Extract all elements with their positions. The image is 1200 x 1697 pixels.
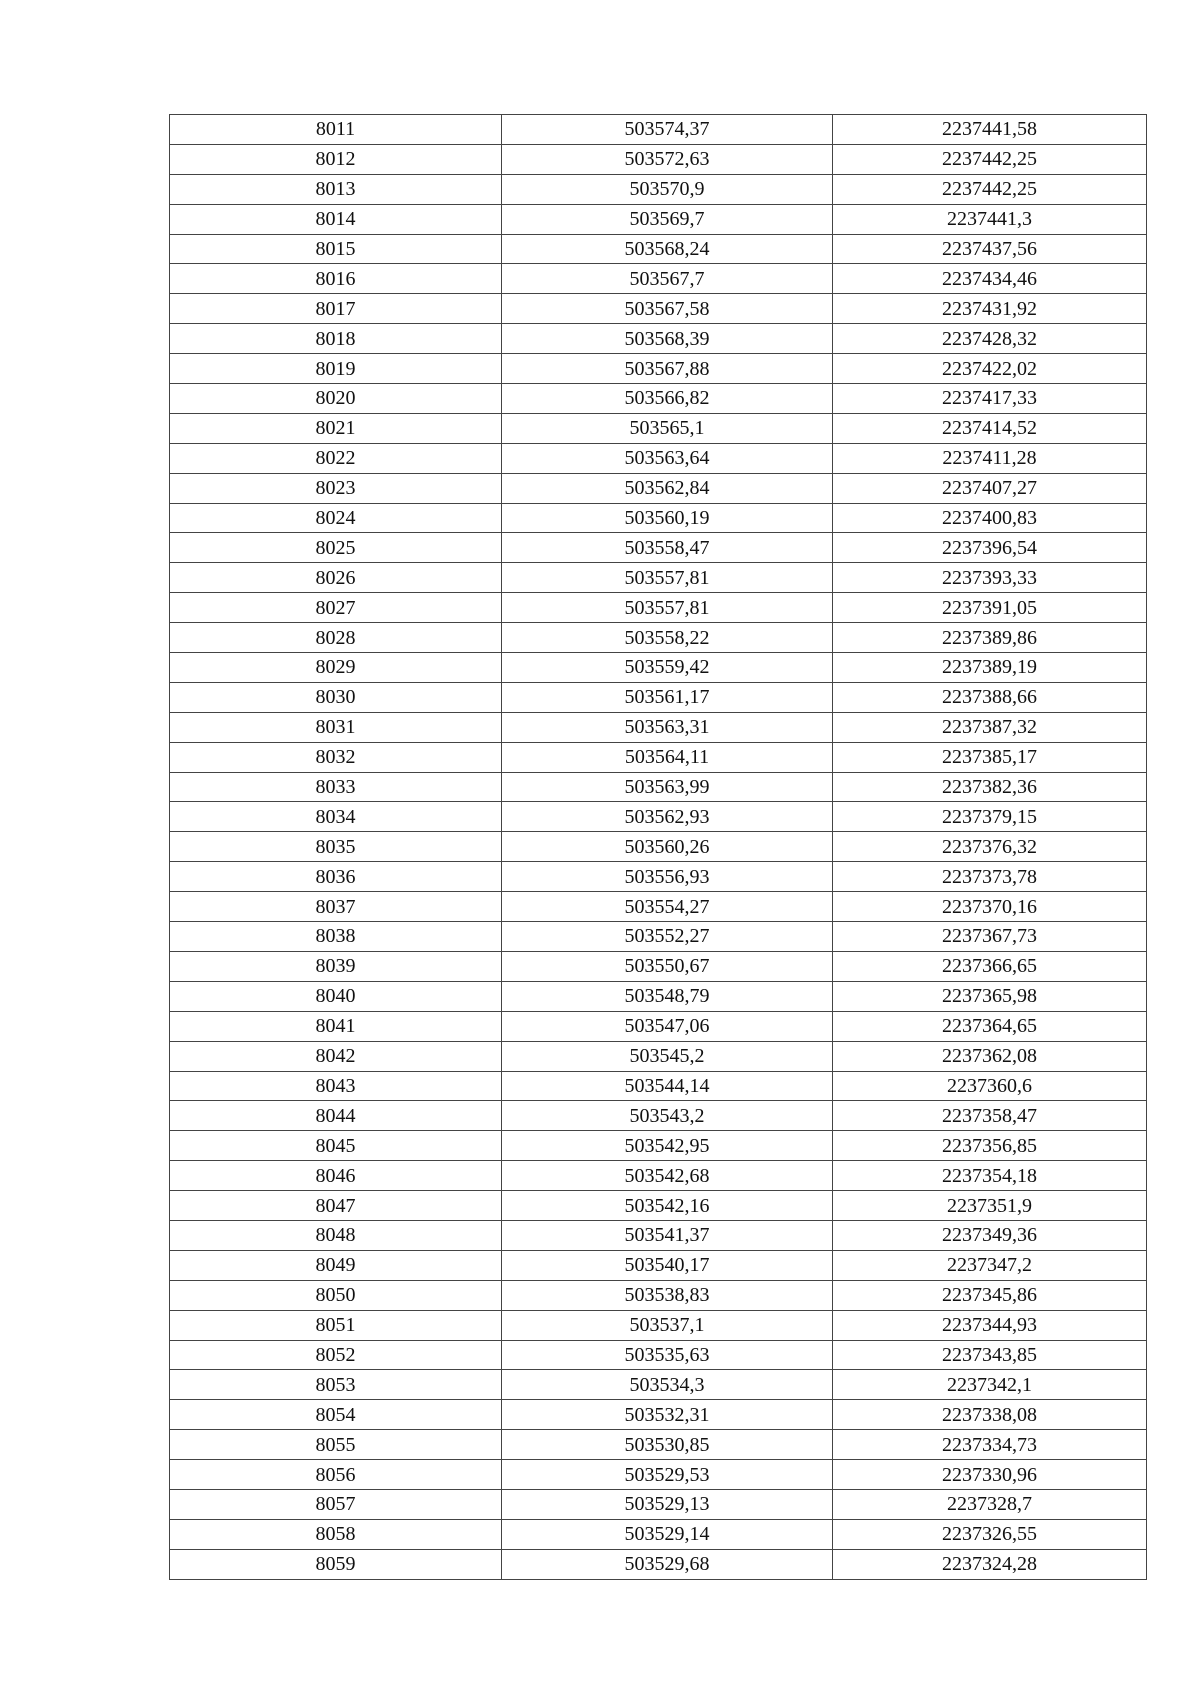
table-row — [170, 563, 1147, 593]
point-number-cell: 8023 — [170, 473, 502, 503]
table-row — [170, 1131, 1147, 1161]
x-coordinate-cell: 503561,17 — [502, 682, 833, 712]
x-coordinate-cell: 503541,37 — [502, 1220, 833, 1250]
x-coordinate-cell: 503537,1 — [502, 1310, 833, 1340]
point-number-cell: 8051 — [170, 1310, 502, 1340]
table-row — [170, 1489, 1147, 1519]
point-number-cell: 8018 — [170, 324, 502, 354]
x-coordinate-cell: 503563,64 — [502, 443, 833, 473]
table-row — [170, 1011, 1147, 1041]
x-coordinate-cell: 503535,63 — [502, 1340, 833, 1370]
table-row — [170, 832, 1147, 862]
y-coordinate-cell: 2237342,1 — [833, 1370, 1147, 1400]
x-coordinate-cell: 503534,3 — [502, 1370, 833, 1400]
table-row — [170, 922, 1147, 952]
point-number-cell: 8016 — [170, 264, 502, 294]
x-coordinate-cell: 503566,82 — [502, 384, 833, 414]
table-row — [170, 264, 1147, 294]
table-row — [170, 802, 1147, 832]
point-number-cell: 8026 — [170, 563, 502, 593]
y-coordinate-cell: 2237431,92 — [833, 294, 1147, 324]
point-number-cell: 8030 — [170, 682, 502, 712]
table-row — [170, 384, 1147, 414]
y-coordinate-cell: 2237370,16 — [833, 892, 1147, 922]
table-row — [170, 712, 1147, 742]
table-row — [170, 1340, 1147, 1370]
y-coordinate-cell: 2237358,47 — [833, 1101, 1147, 1131]
y-coordinate-cell: 2237334,73 — [833, 1430, 1147, 1460]
x-coordinate-cell: 503544,14 — [502, 1071, 833, 1101]
point-number-cell: 8040 — [170, 981, 502, 1011]
y-coordinate-cell: 2237364,65 — [833, 1011, 1147, 1041]
y-coordinate-cell: 2237366,65 — [833, 951, 1147, 981]
point-number-cell: 8025 — [170, 533, 502, 563]
point-number-cell: 8027 — [170, 593, 502, 623]
x-coordinate-cell: 503543,2 — [502, 1101, 833, 1131]
table-row — [170, 1460, 1147, 1490]
point-number-cell: 8037 — [170, 892, 502, 922]
table-row — [170, 1549, 1147, 1579]
y-coordinate-cell: 2237441,3 — [833, 204, 1147, 234]
x-coordinate-cell: 503562,84 — [502, 473, 833, 503]
y-coordinate-cell: 2237356,85 — [833, 1131, 1147, 1161]
table-row — [170, 1041, 1147, 1071]
x-coordinate-cell: 503568,39 — [502, 324, 833, 354]
y-coordinate-cell: 2237338,08 — [833, 1400, 1147, 1430]
y-coordinate-cell: 2237373,78 — [833, 862, 1147, 892]
table-row — [170, 533, 1147, 563]
y-coordinate-cell: 2237388,66 — [833, 682, 1147, 712]
point-number-cell: 8039 — [170, 951, 502, 981]
y-coordinate-cell: 2237437,56 — [833, 234, 1147, 264]
table-row — [170, 892, 1147, 922]
x-coordinate-cell: 503572,63 — [502, 144, 833, 174]
y-coordinate-cell: 2237345,86 — [833, 1280, 1147, 1310]
table-row — [170, 862, 1147, 892]
y-coordinate-cell: 2237400,83 — [833, 503, 1147, 533]
table-row — [170, 443, 1147, 473]
table-row — [170, 473, 1147, 503]
x-coordinate-cell: 503554,27 — [502, 892, 833, 922]
x-coordinate-cell: 503542,95 — [502, 1131, 833, 1161]
point-number-cell: 8043 — [170, 1071, 502, 1101]
y-coordinate-cell: 2237360,6 — [833, 1071, 1147, 1101]
point-number-cell: 8048 — [170, 1220, 502, 1250]
point-number-cell: 8021 — [170, 413, 502, 443]
point-number-cell: 8053 — [170, 1370, 502, 1400]
y-coordinate-cell: 2237442,25 — [833, 174, 1147, 204]
y-coordinate-cell: 2237376,32 — [833, 832, 1147, 862]
x-coordinate-cell: 503567,58 — [502, 294, 833, 324]
point-number-cell: 8011 — [170, 115, 502, 145]
x-coordinate-cell: 503532,31 — [502, 1400, 833, 1430]
y-coordinate-cell: 2237328,7 — [833, 1489, 1147, 1519]
y-coordinate-cell: 2237396,54 — [833, 533, 1147, 563]
y-coordinate-cell: 2237391,05 — [833, 593, 1147, 623]
table-row — [170, 593, 1147, 623]
x-coordinate-cell: 503558,47 — [502, 533, 833, 563]
x-coordinate-cell: 503563,99 — [502, 772, 833, 802]
x-coordinate-cell: 503545,2 — [502, 1041, 833, 1071]
point-number-cell: 8050 — [170, 1280, 502, 1310]
point-number-cell: 8049 — [170, 1250, 502, 1280]
table-row — [170, 324, 1147, 354]
table-row — [170, 503, 1147, 533]
y-coordinate-cell: 2237428,32 — [833, 324, 1147, 354]
y-coordinate-cell: 2237351,9 — [833, 1191, 1147, 1221]
table-row — [170, 144, 1147, 174]
point-number-cell: 8013 — [170, 174, 502, 204]
table-row — [170, 204, 1147, 234]
x-coordinate-cell: 503529,13 — [502, 1489, 833, 1519]
x-coordinate-cell: 503560,19 — [502, 503, 833, 533]
table-row — [170, 772, 1147, 802]
table-row — [170, 1250, 1147, 1280]
table-row — [170, 1161, 1147, 1191]
y-coordinate-cell: 2237434,46 — [833, 264, 1147, 294]
x-coordinate-cell: 503558,22 — [502, 623, 833, 653]
x-coordinate-cell: 503542,68 — [502, 1161, 833, 1191]
table-row — [170, 951, 1147, 981]
x-coordinate-cell: 503552,27 — [502, 922, 833, 952]
y-coordinate-cell: 2237354,18 — [833, 1161, 1147, 1191]
point-number-cell: 8028 — [170, 623, 502, 653]
point-number-cell: 8024 — [170, 503, 502, 533]
point-number-cell: 8057 — [170, 1489, 502, 1519]
x-coordinate-cell: 503529,68 — [502, 1549, 833, 1579]
table-row — [170, 1370, 1147, 1400]
y-coordinate-cell: 2237442,25 — [833, 144, 1147, 174]
point-number-cell: 8056 — [170, 1460, 502, 1490]
table-row — [170, 1280, 1147, 1310]
y-coordinate-cell: 2237414,52 — [833, 413, 1147, 443]
point-number-cell: 8020 — [170, 384, 502, 414]
x-coordinate-cell: 503529,53 — [502, 1460, 833, 1490]
table-row — [170, 1519, 1147, 1549]
y-coordinate-cell: 2237441,58 — [833, 115, 1147, 145]
point-number-cell: 8035 — [170, 832, 502, 862]
x-coordinate-cell: 503564,11 — [502, 742, 833, 772]
table-row — [170, 981, 1147, 1011]
y-coordinate-cell: 2237389,86 — [833, 623, 1147, 653]
x-coordinate-cell: 503559,42 — [502, 653, 833, 683]
x-coordinate-cell: 503530,85 — [502, 1430, 833, 1460]
y-coordinate-cell: 2237379,15 — [833, 802, 1147, 832]
y-coordinate-cell: 2237407,27 — [833, 473, 1147, 503]
x-coordinate-cell: 503568,24 — [502, 234, 833, 264]
table-row — [170, 294, 1147, 324]
y-coordinate-cell: 2237411,28 — [833, 443, 1147, 473]
x-coordinate-cell: 503542,16 — [502, 1191, 833, 1221]
y-coordinate-cell: 2237365,98 — [833, 981, 1147, 1011]
coordinates-table — [169, 114, 1147, 1580]
x-coordinate-cell: 503569,7 — [502, 204, 833, 234]
point-number-cell: 8055 — [170, 1430, 502, 1460]
x-coordinate-cell: 503540,17 — [502, 1250, 833, 1280]
point-number-cell: 8014 — [170, 204, 502, 234]
y-coordinate-cell: 2237385,17 — [833, 742, 1147, 772]
y-coordinate-cell: 2237324,28 — [833, 1549, 1147, 1579]
x-coordinate-cell: 503548,79 — [502, 981, 833, 1011]
table-row — [170, 1430, 1147, 1460]
point-number-cell: 8033 — [170, 772, 502, 802]
x-coordinate-cell: 503529,14 — [502, 1519, 833, 1549]
x-coordinate-cell: 503550,67 — [502, 951, 833, 981]
x-coordinate-cell: 503557,81 — [502, 593, 833, 623]
x-coordinate-cell: 503574,37 — [502, 115, 833, 145]
y-coordinate-cell: 2237330,96 — [833, 1460, 1147, 1490]
table-row — [170, 354, 1147, 384]
y-coordinate-cell: 2237417,33 — [833, 384, 1147, 414]
point-number-cell: 8058 — [170, 1519, 502, 1549]
x-coordinate-cell: 503563,31 — [502, 712, 833, 742]
x-coordinate-cell: 503565,1 — [502, 413, 833, 443]
x-coordinate-cell: 503538,83 — [502, 1280, 833, 1310]
point-number-cell: 8032 — [170, 742, 502, 772]
table-row — [170, 623, 1147, 653]
x-coordinate-cell: 503557,81 — [502, 563, 833, 593]
point-number-cell: 8046 — [170, 1161, 502, 1191]
x-coordinate-cell: 503562,93 — [502, 802, 833, 832]
point-number-cell: 8017 — [170, 294, 502, 324]
point-number-cell: 8052 — [170, 1340, 502, 1370]
point-number-cell: 8038 — [170, 922, 502, 952]
table-row — [170, 174, 1147, 204]
y-coordinate-cell: 2237389,19 — [833, 653, 1147, 683]
y-coordinate-cell: 2237362,08 — [833, 1041, 1147, 1071]
x-coordinate-cell: 503567,7 — [502, 264, 833, 294]
table-row — [170, 1071, 1147, 1101]
y-coordinate-cell: 2237387,32 — [833, 712, 1147, 742]
point-number-cell: 8044 — [170, 1101, 502, 1131]
table-row — [170, 115, 1147, 145]
y-coordinate-cell: 2237382,36 — [833, 772, 1147, 802]
point-number-cell: 8042 — [170, 1041, 502, 1071]
point-number-cell: 8054 — [170, 1400, 502, 1430]
point-number-cell: 8059 — [170, 1549, 502, 1579]
table-row — [170, 1220, 1147, 1250]
x-coordinate-cell: 503560,26 — [502, 832, 833, 862]
point-number-cell: 8029 — [170, 653, 502, 683]
x-coordinate-cell: 503570,9 — [502, 174, 833, 204]
point-number-cell: 8045 — [170, 1131, 502, 1161]
y-coordinate-cell: 2237343,85 — [833, 1340, 1147, 1370]
x-coordinate-cell: 503556,93 — [502, 862, 833, 892]
point-number-cell: 8012 — [170, 144, 502, 174]
point-number-cell: 8022 — [170, 443, 502, 473]
y-coordinate-cell: 2237347,2 — [833, 1250, 1147, 1280]
x-coordinate-cell: 503547,06 — [502, 1011, 833, 1041]
coordinates-table-body — [170, 115, 1147, 1580]
point-number-cell: 8019 — [170, 354, 502, 384]
table-row — [170, 234, 1147, 264]
point-number-cell: 8034 — [170, 802, 502, 832]
table-row — [170, 1400, 1147, 1430]
y-coordinate-cell: 2237326,55 — [833, 1519, 1147, 1549]
x-coordinate-cell: 503567,88 — [502, 354, 833, 384]
point-number-cell: 8015 — [170, 234, 502, 264]
table-row — [170, 1101, 1147, 1131]
table-row — [170, 653, 1147, 683]
table-row — [170, 1191, 1147, 1221]
table-row — [170, 682, 1147, 712]
y-coordinate-cell: 2237344,93 — [833, 1310, 1147, 1340]
y-coordinate-cell: 2237393,33 — [833, 563, 1147, 593]
y-coordinate-cell: 2237349,36 — [833, 1220, 1147, 1250]
table-row — [170, 413, 1147, 443]
table-row — [170, 1310, 1147, 1340]
point-number-cell: 8047 — [170, 1191, 502, 1221]
table-row — [170, 742, 1147, 772]
point-number-cell: 8031 — [170, 712, 502, 742]
point-number-cell: 8036 — [170, 862, 502, 892]
y-coordinate-cell: 2237367,73 — [833, 922, 1147, 952]
y-coordinate-cell: 2237422,02 — [833, 354, 1147, 384]
point-number-cell: 8041 — [170, 1011, 502, 1041]
